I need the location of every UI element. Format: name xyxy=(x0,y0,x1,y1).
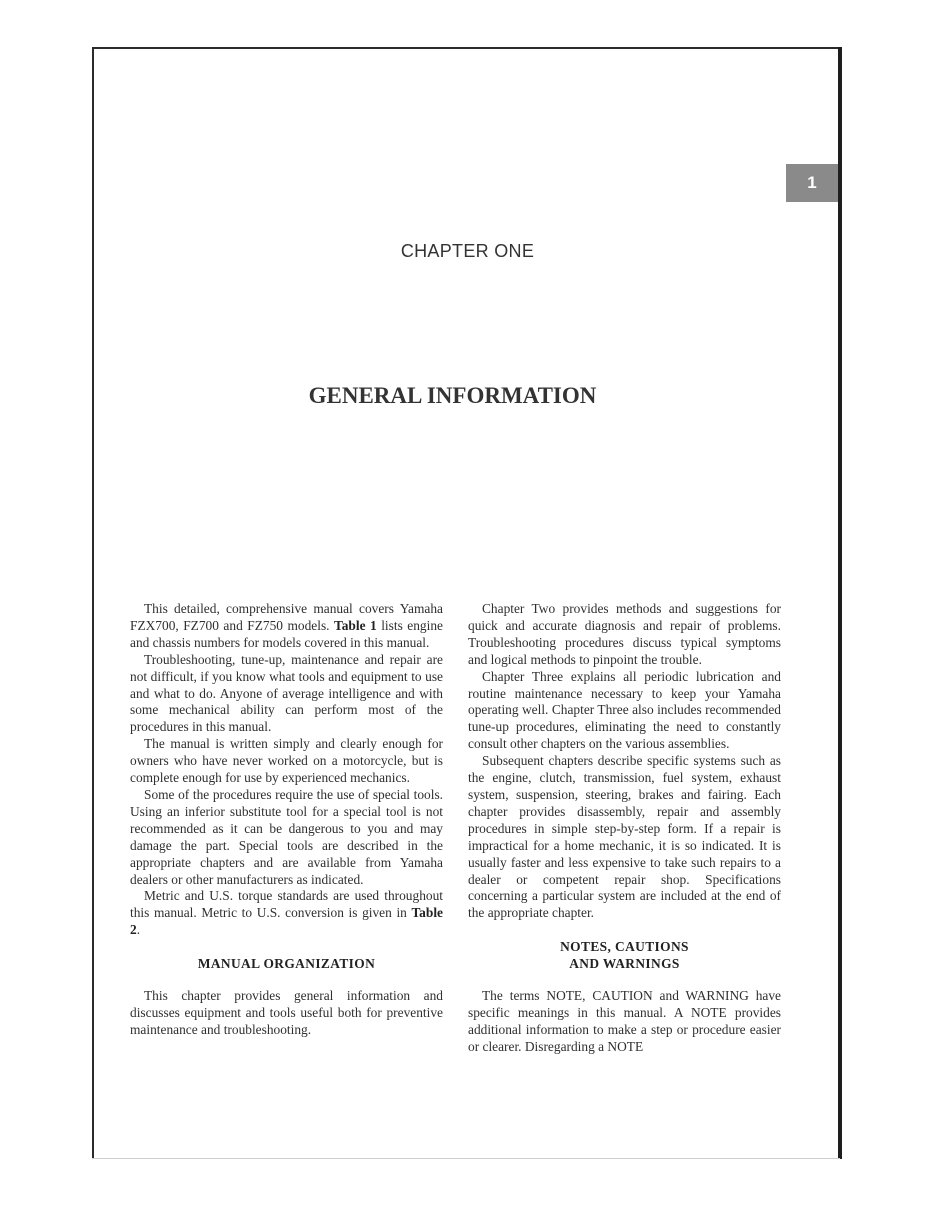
manual-organization-heading: MANUAL ORGANIZATION xyxy=(197,956,376,972)
notes-paragraph: The terms NOTE, CAUTION and WARNING have specific meanings in this manual. A NOTE provides additional information to make a step or procedure easier or clearer. Disregarding a NOTE xyxy=(468,988,781,1054)
right-column xyxy=(468,601,781,1056)
table-2-reference: Table 2 xyxy=(130,905,443,938)
chapter-title: GENERAL INFORMATION xyxy=(308,383,597,408)
notes-heading-line1: NOTES, CAUTIONS xyxy=(560,939,689,955)
table-1-reference: Table 1 xyxy=(334,617,377,633)
troubleshooting-paragraph: Troubleshooting, tune-up, maintenance and repair are not difficult, if you know what tools and equipment to use and what to do. Anyone of average intelligence and with some mechanical ability can perform most of the procedures in this manual. xyxy=(130,651,443,735)
page-border-bottom xyxy=(92,1158,840,1159)
organization-paragraph: This chapter provides general information and discusses equipment and tools useful both for preventive maintenance and troubleshooting. xyxy=(130,988,443,1037)
intro-text-part1: This detailed, comprehensive manual covers Yamaha FZX700, FZ700 and FZ750 models. xyxy=(130,601,443,633)
notes-heading-line2: AND WARNINGS xyxy=(569,956,680,972)
torque-text-part2: . xyxy=(136,922,141,938)
special-tools-paragraph: Some of the procedures require the use of special tools. Using an inferior substitute tool for a special tool is not recommended as it can be dangerous to you and may damage the part. Special tools are described in the appropriate chapters and are available from Yamaha dealers or other manufacturers as indicated. xyxy=(130,786,443,887)
page-border-left xyxy=(92,47,94,1159)
chapter-tab-number: 1 xyxy=(807,173,817,192)
left-column xyxy=(130,601,443,1039)
subsequent-chapters-paragraph: Subsequent chapters describe specific systems such as the engine, clutch, transmission, fuel system, exhaust system, suspension, steering, brakes and fairing. Each chapter provides disassembly, repair and assembly procedures in simple step-by-step form. If a repair is impractical for a home mechanic, it is so indicated. It is usually faster and less expensive to take such repairs to a dealer or competent repair shop. Specifications concerning a particular system are included at the end of the appropriate chapter. xyxy=(468,753,781,921)
chapter-tab xyxy=(786,164,838,202)
chapter-label: CHAPTER ONE xyxy=(400,241,535,261)
page-border-right xyxy=(838,47,842,1159)
chapter-three-paragraph: Chapter Three explains all periodic lubrication and routine maintenance necessary to keep your Yamaha operating well. Chapter Three also includes recommended tune-up procedures, eliminating the need to constantly consult other chapters on the various assemblies. xyxy=(468,668,781,752)
notes-cautions-heading xyxy=(468,939,781,973)
torque-text-part1: Metric and U.S. torque standards are used throughout this manual. Metric to U.S. conversion is given in xyxy=(130,888,443,921)
manual-style-paragraph: The manual is written simply and clearly enough for owners who have never worked on a motorcycle, but is complete enough for use by experienced mechanics. xyxy=(130,736,443,786)
intro-paragraph xyxy=(130,601,443,652)
chapter-two-paragraph: Chapter Two provides methods and suggestions for quick and accurate diagnosis and repair of problems. Troubleshooting procedures discuss typical symptoms and logical methods to pinpoint the trouble. xyxy=(468,601,781,667)
page-border-top xyxy=(92,47,840,49)
torque-standards-paragraph xyxy=(130,888,443,939)
intro-text-part2: lists engine and chassis numbers for models covered in this manual. xyxy=(130,617,443,650)
